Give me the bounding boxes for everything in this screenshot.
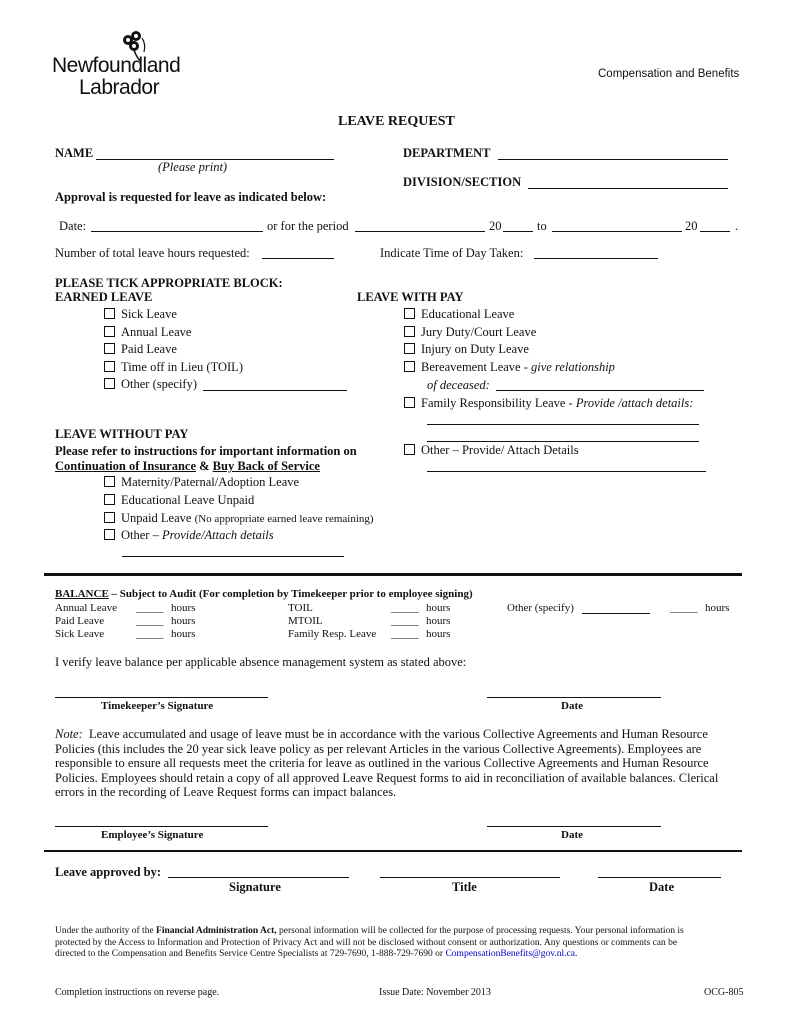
approval-signature-field[interactable]	[168, 877, 349, 878]
leave-without-pay-heading: LEAVE WITHOUT PAY	[55, 427, 189, 441]
pay-bereavement[interactable]: Bereavement Leave - give relationship	[404, 360, 615, 375]
balance-other-blank[interactable]: _____	[670, 602, 698, 614]
insurance-line: Continuation of Insurance & Buy Back of Service	[55, 459, 320, 473]
earned-other-field[interactable]	[203, 390, 347, 391]
period-end-mark: .	[735, 219, 739, 233]
balance-paid: Paid Leave	[55, 615, 105, 627]
employee-signature-label: Employee’s Signature	[101, 829, 204, 841]
email-link[interactable]: CompensationBenefits@gov.nl.ca	[445, 949, 575, 959]
deceased-field[interactable]	[496, 390, 704, 391]
balance-family-blank[interactable]: _____	[391, 628, 419, 640]
time-of-day-label: Indicate Time of Day Taken:	[380, 246, 524, 260]
hours-field[interactable]	[262, 258, 334, 259]
section-divider	[44, 573, 742, 576]
time-of-day-field[interactable]	[534, 258, 658, 259]
privacy-notice: Under the authority of the Financial Administration Act, personal information will be collected for the purpose of processing requests. Your personal information is protected by the Access to Information and Protection of Privacy Act and will not be disclosed without consent or authorization. Any questions or comments can be directed to the Compensation and Benefits Service Centre Specialists at 729-7690, 1-888-729-7690 or CompensationBenefits@gov.nl.ca.	[55, 926, 684, 959]
checkbox-icon[interactable]	[404, 308, 415, 319]
department-name: Compensation and Benefits	[598, 68, 740, 80]
hours-label: Number of total leave hours requested:	[55, 246, 250, 260]
approval-title-label: Title	[452, 880, 477, 894]
balance-annual-blank[interactable]: _____	[136, 602, 164, 614]
checkbox-icon[interactable]	[104, 326, 115, 337]
approval-title-field[interactable]	[380, 877, 560, 878]
earned-other[interactable]: Other (specify)	[104, 377, 197, 392]
approved-by-label: Leave approved by:	[55, 865, 162, 879]
note-paragraph: Note: Leave accumulated and usage of leave must be in accordance with the various Collective Agreements and Human Resource Policies (this includes the 20 year sick leave policy as per relevant Articles in the various Collective Agreements). Employees are responsible to ensure all requests meet the criteria for leave as outlined in the various Collective Agreements and Human Resource Policies. Employees should retain a copy of all approved Leave Request forms to aid in reconciliation of available balances. Clerical errors in the recording of Leave Request forms can impact balances.	[55, 727, 719, 799]
please-print: (Please print)	[158, 160, 228, 174]
pay-family[interactable]: Family Responsibility Leave - Provide /attach details:	[404, 396, 693, 411]
earned-paid[interactable]: Paid Leave	[104, 342, 177, 357]
pay-other[interactable]: Other – Provide/ Attach Details	[404, 443, 579, 458]
balance-paid-blank[interactable]: _____	[136, 615, 164, 627]
division-field[interactable]	[528, 188, 728, 189]
balance-annual: Annual Leave	[55, 602, 117, 614]
checkbox-icon[interactable]	[104, 529, 115, 540]
balance-other: Other (specify)	[507, 602, 574, 614]
family-field-1[interactable]	[427, 424, 699, 425]
verify-text: I verify leave balance per applicable absence management system as stated above:	[55, 655, 467, 669]
earned-toil[interactable]: Time off in Lieu (TOIL)	[104, 360, 243, 375]
checkbox-icon[interactable]	[404, 444, 415, 455]
checkbox-icon[interactable]	[404, 343, 415, 354]
checkbox-icon[interactable]	[104, 378, 115, 389]
timekeeper-signature-field[interactable]	[55, 697, 268, 698]
year2-field[interactable]	[700, 231, 730, 232]
year2-label: 20	[685, 219, 698, 233]
date-field[interactable]	[91, 231, 263, 232]
checkbox-icon[interactable]	[104, 476, 115, 487]
leave-with-pay-heading: LEAVE WITH PAY	[357, 290, 464, 304]
approval-date-field[interactable]	[598, 877, 721, 878]
logo-line1: Newfoundland	[52, 54, 181, 77]
tick-instruction: PLEASE TICK APPROPRIATE BLOCK:	[55, 276, 283, 290]
year1-field[interactable]	[503, 231, 533, 232]
date-label: Date:	[59, 219, 87, 233]
unpaid-other[interactable]: Other – Provide/Attach details	[104, 528, 274, 543]
department-field[interactable]	[498, 159, 728, 160]
balance-heading: BALANCE – Subject to Audit (For completion by Timekeeper prior to employee signing)	[55, 588, 473, 600]
balance-mtoil-blank[interactable]: _____	[391, 615, 419, 627]
earned-annual[interactable]: Annual Leave	[104, 325, 191, 340]
year1-label: 20	[489, 219, 502, 233]
pay-jury[interactable]: Jury Duty/Court Leave	[404, 325, 536, 340]
unpaid-maternity[interactable]: Maternity/Paternal/Adoption Leave	[104, 475, 299, 490]
balance-other-hours: hours	[705, 602, 730, 614]
completion-instructions: Completion instructions on reverse page.	[55, 987, 220, 998]
period-end-field[interactable]	[552, 231, 682, 232]
logo	[52, 30, 202, 102]
checkbox-icon[interactable]	[104, 308, 115, 319]
balance-mtoil: MTOIL	[288, 615, 323, 627]
checkbox-icon[interactable]	[104, 361, 115, 372]
balance-sick-blank[interactable]: _____	[136, 628, 164, 640]
pay-injury[interactable]: Injury on Duty Leave	[404, 342, 529, 357]
form-code: OCG-805	[704, 987, 744, 998]
balance-annual-hours: hours	[171, 602, 196, 614]
balance-paid-hours: hours	[171, 615, 196, 627]
balance-sick: Sick Leave	[55, 628, 105, 640]
pay-educational[interactable]: Educational Leave	[404, 307, 514, 322]
logo-line2: Labrador	[79, 76, 160, 99]
refer-text: Please refer to instructions for important information on	[55, 444, 357, 458]
division-label: DIVISION/SECTION	[403, 175, 522, 189]
checkbox-icon[interactable]	[104, 494, 115, 505]
balance-other-field[interactable]	[582, 613, 650, 614]
approval-signature-label: Signature	[229, 880, 281, 894]
balance-toil-blank[interactable]: _____	[391, 602, 419, 614]
employee-date-label: Date	[561, 829, 583, 841]
period-start-field[interactable]	[355, 231, 485, 232]
department-label: DEPARTMENT	[403, 146, 491, 160]
checkbox-icon[interactable]	[404, 361, 415, 372]
to-label: to	[537, 219, 547, 233]
page-title: LEAVE REQUEST	[338, 114, 455, 129]
checkbox-icon[interactable]	[104, 512, 115, 523]
name-label: NAME	[55, 146, 94, 160]
issue-date: Issue Date: November 2013	[379, 987, 491, 998]
balance-family-hours: hours	[426, 628, 451, 640]
unpaid-other-field[interactable]	[122, 556, 344, 557]
earned-sick[interactable]: Sick Leave	[104, 307, 177, 322]
period-label: or for the period	[267, 219, 349, 233]
deceased-label: of deceased:	[427, 378, 490, 392]
timekeeper-date-label: Date	[561, 700, 583, 712]
employee-signature-field[interactable]	[55, 826, 268, 827]
balance-toil-hours: hours	[426, 602, 451, 614]
checkbox-icon[interactable]	[104, 343, 115, 354]
approval-divider	[44, 850, 742, 852]
balance-toil: TOIL	[288, 602, 313, 614]
balance-mtoil-hours: hours	[426, 615, 451, 627]
balance-family: Family Resp. Leave	[288, 628, 377, 640]
employee-date-field[interactable]	[487, 826, 661, 827]
timekeeper-date-field[interactable]	[487, 697, 661, 698]
family-field-2[interactable]	[427, 441, 699, 442]
approval-date-label: Date	[649, 880, 674, 894]
balance-sick-hours: hours	[171, 628, 196, 640]
pay-other-field[interactable]	[427, 471, 706, 472]
unpaid-educational[interactable]: Educational Leave Unpaid	[104, 493, 254, 508]
approval-text: Approval is requested for leave as indicated below:	[55, 190, 327, 204]
timekeeper-signature-label: Timekeeper’s Signature	[101, 700, 214, 712]
earned-leave-heading: EARNED LEAVE	[55, 290, 153, 304]
checkbox-icon[interactable]	[404, 397, 415, 408]
checkbox-icon[interactable]	[404, 326, 415, 337]
unpaid-leave[interactable]: Unpaid Leave (No appropriate earned leave remaining)	[104, 511, 374, 526]
